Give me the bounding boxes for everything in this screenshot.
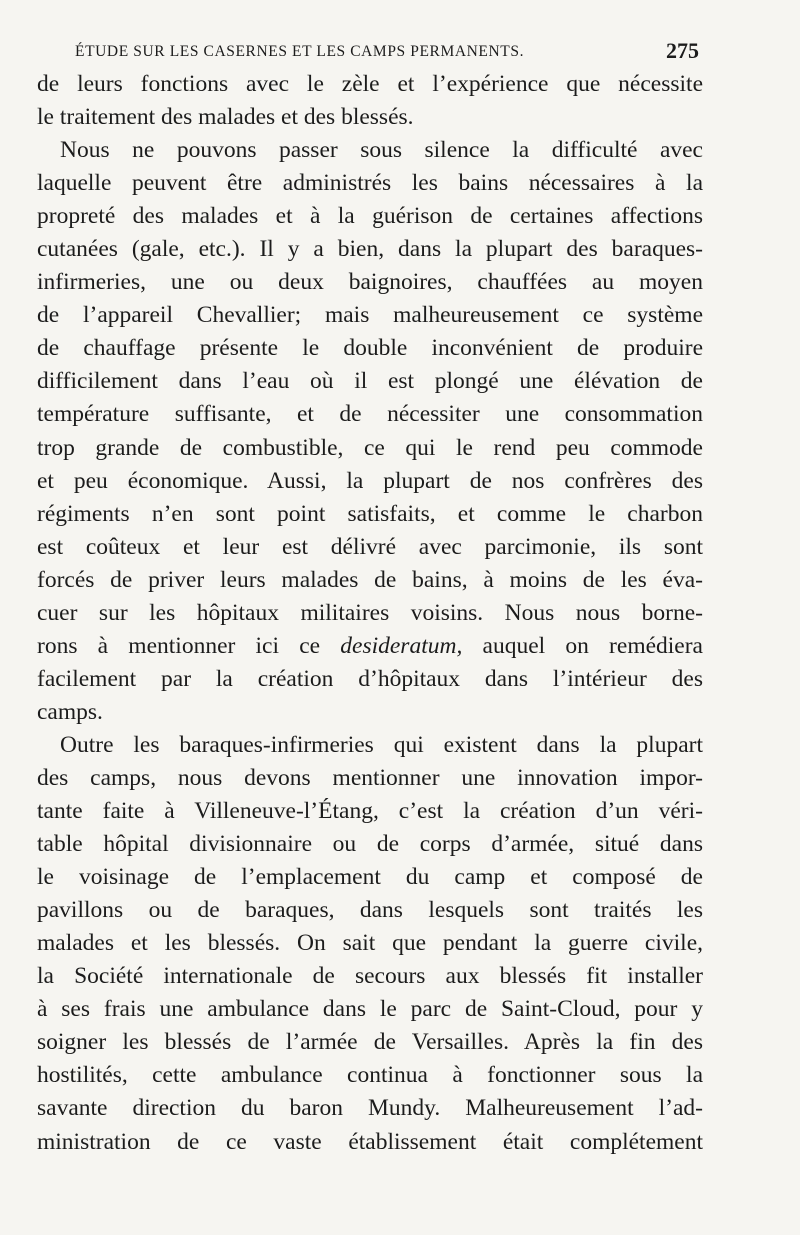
text-line: camps. bbox=[37, 698, 103, 725]
page-number: 275 bbox=[666, 38, 699, 63]
text-line: cutanées (gale, etc.). Il y a bien, dans la plupart des baraques- bbox=[37, 236, 703, 263]
text-line: régiments n’en sont point satisfaits, et comme le charbon bbox=[37, 500, 703, 527]
text-line: tante faite à Villeneuve-l’Étang, c’est la création d’un véri- bbox=[37, 798, 703, 825]
text-line: à ses frais une ambulance dans le parc de Saint-Cloud, pour y bbox=[37, 996, 703, 1023]
text-line: difficilement dans l’eau où il est plongé une élévation de bbox=[37, 368, 703, 395]
text-line: soigner les blessés de l’armée de Versailles. Après la fin des bbox=[37, 1029, 703, 1056]
text-line: pavillons ou de baraques, dans lesquels sont traités les bbox=[37, 897, 703, 924]
italic-term: desideratum, bbox=[340, 632, 463, 659]
text-line: de leurs fonctions avec le zèle et l’expérience que nécessite bbox=[37, 71, 703, 97]
text-line: table hôpital divisionnaire ou de corps d’armée, situé dans bbox=[37, 831, 703, 858]
running-head bbox=[75, 40, 699, 64]
text-line: laquelle peuvent être administrés les bains nécessaires à la bbox=[37, 170, 703, 197]
text-line: forcés de priver leurs malades de bains, à moins de les éva- bbox=[37, 566, 703, 593]
text-line: des camps, nous devons mentionner une innovation impor- bbox=[37, 764, 703, 791]
text-line: de l’appareil Chevallier; mais malheureusement ce système bbox=[37, 302, 703, 329]
text-line: le traitement des malades et des blessés. bbox=[37, 104, 414, 131]
text-line bbox=[37, 630, 703, 663]
text-segment: rons à mentionner ici ce bbox=[37, 632, 341, 659]
body-text bbox=[37, 68, 703, 1159]
text-line: propreté des malades et à la guérison de certaines affections bbox=[37, 203, 703, 230]
text-line: trop grande de combustible, ce qui le rend peu commode bbox=[37, 434, 703, 461]
text-line: savante direction du baron Mundy. Malheureusement l’ad- bbox=[37, 1095, 703, 1122]
text-line: ministration de ce vaste établissement était complétement bbox=[37, 1128, 703, 1155]
text-line: hostilités, cette ambulance continua à fonctionner sous la bbox=[37, 1062, 703, 1089]
text-line: et peu économique. Aussi, la plupart de nos confrères des bbox=[37, 467, 703, 494]
text-line: malades et les blessés. On sait que pendant la guerre civile, bbox=[37, 930, 703, 957]
text-line: température suffisante, et de nécessiter une consommation bbox=[37, 401, 703, 428]
text-line: Outre les baraques-infirmeries qui existent dans la plupart bbox=[60, 731, 703, 758]
text-line: le voisinage de l’emplacement du camp et composé de bbox=[37, 864, 703, 891]
text-line: la Société internationale de secours aux blessés fit installer bbox=[37, 963, 703, 990]
text-line: cuer sur les hôpitaux militaires voisins. Nous nous borne- bbox=[37, 599, 703, 626]
text-line: facilement par la création d’hôpitaux dans l’intérieur des bbox=[37, 665, 703, 692]
text-line: infirmeries, une ou deux baignoires, chauffées au moyen bbox=[37, 269, 703, 296]
text-line: est coûteux et leur est délivré avec parcimonie, ils sont bbox=[37, 533, 703, 560]
running-head-title: ÉTUDE SUR LES CASERNES ET LES CAMPS PERMANENTS. bbox=[75, 43, 525, 60]
text-line: de chauffage présente le double inconvénient de produire bbox=[37, 335, 703, 362]
text-line: Nous ne pouvons passer sous silence la difficulté avec bbox=[60, 137, 703, 164]
text-segment: auquel on remédiera bbox=[462, 632, 703, 659]
